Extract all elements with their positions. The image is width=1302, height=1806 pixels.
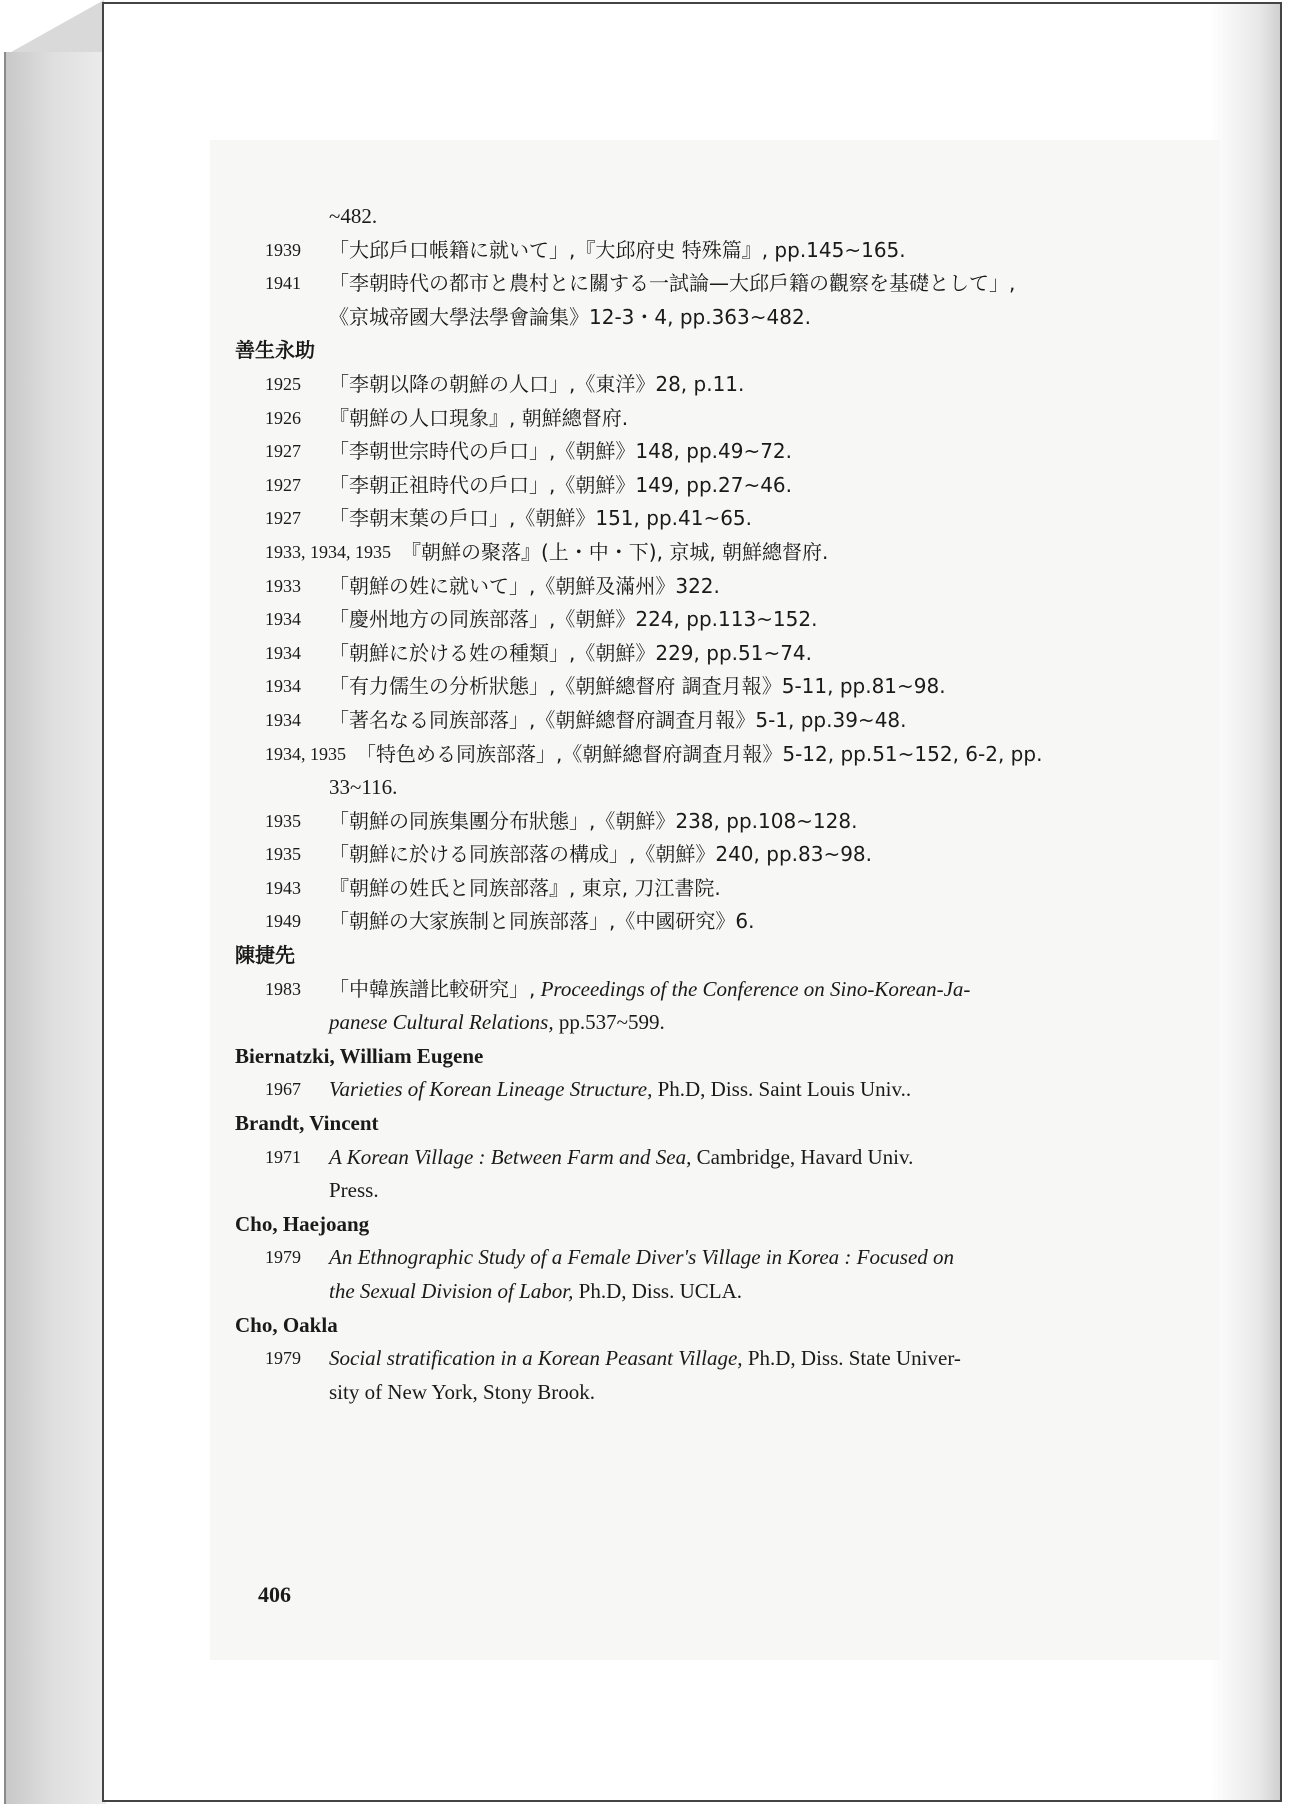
continuation-line: ~482. <box>329 204 378 228</box>
entry-title-italic: Social stratification in a Korean Peasant Village, <box>329 1346 743 1371</box>
entry-year: 1935 <box>265 844 301 865</box>
bib-entry <box>235 234 1135 268</box>
entry-continuation: 《京城帝國大學法學會論集》12-3・4, pp.363~482. <box>329 304 812 329</box>
entry-text: 「李朝正祖時代の戶口」,《朝鮮》149, pp.27~46. <box>329 472 793 497</box>
bib-entry <box>235 973 1135 1007</box>
book-spine-top <box>4 0 104 56</box>
entry-year: 1933 <box>265 575 301 596</box>
entry-title-italic: Proceedings of the Conference on Sino-Korean-Ja- <box>540 976 971 1001</box>
entry-details: Ph.D, Diss. UCLA. <box>578 1279 743 1303</box>
bib-entry <box>235 670 1135 704</box>
author-heading: Brandt, Vincent <box>235 1111 379 1136</box>
entry-text: 「朝鮮に於ける姓の種類」,《朝鮮》229, pp.51~74. <box>329 640 813 665</box>
bib-entry <box>235 872 1135 906</box>
entry-text: 「朝鮮に於ける同族部落の構成」,《朝鮮》240, pp.83~98. <box>329 842 873 867</box>
entry-year: 1967 <box>265 1079 301 1100</box>
entry-text: 「著名なる同族部落」,《朝鮮總督府調査月報》5-1, pp.39~48. <box>329 707 907 732</box>
entry-text: 「特色める同族部落」,《朝鮮總督府調査月報》5-12, pp.51~152, 6-2, pp. <box>356 741 1043 766</box>
entry-text: 「李朝世宗時代の戶口」,《朝鮮》148, pp.49~72. <box>329 439 793 464</box>
entry-year: 1935 <box>265 810 301 831</box>
entry-continuation: 33~116. <box>329 775 398 800</box>
author-heading: 善生永助 <box>235 338 315 363</box>
entry-text: 「朝鮮の姓に就いて」,《朝鮮及滿州》322. <box>329 573 720 598</box>
author-heading: Cho, Oakla <box>235 1312 338 1337</box>
entry-continuation: sity of New York, Stony Brook. <box>329 1379 596 1404</box>
entry-year: 1971 <box>265 1146 301 1167</box>
entry-title-italic: An Ethnographic Study of a Female Diver's Village in Korea : Focused on <box>329 1245 955 1270</box>
entry-title-italic: A Korean Village : Between Farm and Sea, <box>329 1144 692 1169</box>
entry-details: Cambridge, Havard Univ. <box>696 1144 914 1169</box>
entry-year: 1927 <box>265 441 301 462</box>
bib-entry <box>235 805 1135 839</box>
entry-year: 1934 <box>265 676 301 697</box>
bib-entry <box>235 738 1135 772</box>
entry-year: 1933, 1934, 1935 <box>265 541 391 562</box>
entry-text: 『朝鮮の聚落』(上・中・下), 京城, 朝鮮總督府. <box>401 539 829 564</box>
entry-text: 「李朝以降の朝鮮の人口」,《東洋》28, p.11. <box>329 371 745 396</box>
author-entries <box>235 368 1135 939</box>
entry-text: 「大邱戶口帳籍に就いて」,『大邱府史 特殊篇』, pp.145~165. <box>329 237 906 262</box>
entry-pages: pp.537~599. <box>558 1010 665 1035</box>
entry-year: 1934 <box>265 609 301 630</box>
entry-year: 1979 <box>265 1247 301 1268</box>
entry-year: 1979 <box>265 1348 301 1369</box>
bib-entry <box>235 570 1135 604</box>
entry-text: 「慶州地方の同族部落」,《朝鮮》224, pp.113~152. <box>329 607 818 632</box>
entry-details: Ph.D, Diss. State Univer- <box>747 1346 961 1371</box>
bib-entry <box>235 704 1135 738</box>
entry-text: 「李朝末葉の戶口」,《朝鮮》151, pp.41~65. <box>329 506 753 531</box>
author-heading: Biernatzki, William Eugene <box>235 1043 484 1068</box>
entry-year: 1983 <box>265 978 301 999</box>
bib-entry <box>235 1241 1135 1275</box>
page-edge-shade <box>1210 4 1280 1800</box>
entry-year: 1949 <box>265 911 301 932</box>
entry-text: 『朝鮮の姓氏と同族部落』, 東京, 刀江書院. <box>329 875 721 900</box>
entry-continuation: Press. <box>329 1178 379 1203</box>
author-heading: Cho, Haejoang <box>235 1211 370 1236</box>
entry-year: 1943 <box>265 877 301 898</box>
entry-year: 1934 <box>265 642 301 663</box>
entry-year: 1934 <box>265 709 301 730</box>
entry-title-italic: Varieties of Korean Lineage Structure, <box>329 1077 653 1102</box>
entry-text: 『朝鮮の人口現象』, 朝鮮總督府. <box>329 405 629 430</box>
bib-entry <box>235 368 1135 402</box>
bib-entry <box>235 536 1135 570</box>
bib-entry <box>235 905 1135 939</box>
bib-entry <box>235 1342 1135 1376</box>
bib-entry <box>235 469 1135 503</box>
author-heading: 陳捷先 <box>235 943 295 968</box>
entry-year: 1927 <box>265 508 301 529</box>
entry-year: 1934, 1935 <box>265 743 346 764</box>
entry-text: 「朝鮮の大家族制と同族部落」,《中國研究》6. <box>329 909 755 934</box>
bib-entry <box>235 402 1135 436</box>
bib-entry <box>235 267 1135 301</box>
book-spine <box>4 52 106 1804</box>
entry-title-italic: the Sexual Division of Labor, <box>329 1279 574 1303</box>
bibliography <box>235 200 1135 1409</box>
bib-entry <box>235 1141 1135 1175</box>
entry-year: 1941 <box>265 273 301 294</box>
entry-year: 1939 <box>265 239 301 260</box>
entry-text: 「有力儒生の分析狀態」,《朝鮮總督府 調査月報》5-11, pp.81~98. <box>329 674 946 699</box>
entry-year: 1927 <box>265 474 301 495</box>
bib-entry <box>235 1073 1135 1107</box>
bib-entry <box>235 435 1135 469</box>
entry-year: 1926 <box>265 407 301 428</box>
entry-details: Ph.D, Diss. Saint Louis Univ.. <box>657 1077 912 1102</box>
entry-continuation <box>235 1275 1135 1309</box>
page-number: 406 <box>258 1582 291 1607</box>
bib-entry <box>235 838 1135 872</box>
entry-year: 1925 <box>265 373 301 394</box>
bib-entry <box>235 603 1135 637</box>
entry-title-cjk: 「中韓族譜比較研究」, <box>329 976 536 1001</box>
entry-continuation <box>235 1006 1135 1040</box>
entry-text: 「李朝時代の都市と農村とに關する一試論—大邱戶籍の觀察を基礎として」, <box>329 271 1016 296</box>
entry-text: 「朝鮮の同族集團分布狀態」,《朝鮮》238, pp.108~128. <box>329 808 858 833</box>
bib-entry <box>235 637 1135 671</box>
entry-title-italic: panese Cultural Relations, <box>329 1010 554 1035</box>
bib-entry <box>235 502 1135 536</box>
